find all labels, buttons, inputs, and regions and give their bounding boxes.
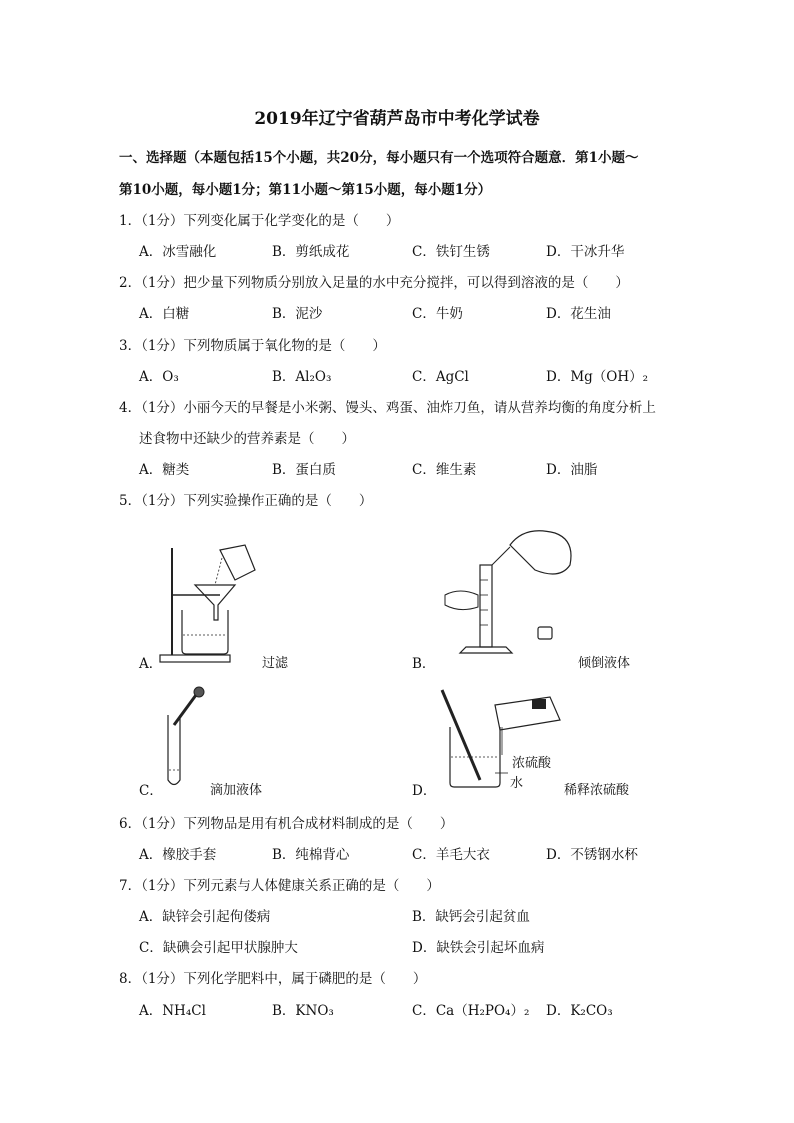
section-heading-line1: 一、选择题（本题包括15个小题，共20分，每小题只有一个选项符合题意．第1小题～ [119, 150, 639, 166]
q3-option-d[interactable]: D．Mg（OH）₂ [546, 369, 649, 385]
q5-option-b[interactable]: B． [412, 656, 436, 672]
q8-option-a[interactable]: A．NH₄Cl [139, 1003, 206, 1019]
q2-option-a[interactable]: A．白糖 [139, 306, 190, 322]
figure-label-dropping-liquid: 滴加液体 [210, 783, 263, 798]
question-5-stem: 5．（1分）下列实验操作正确的是（ ） [119, 493, 373, 509]
q2-option-b[interactable]: B．泥沙 [272, 306, 323, 322]
q7-option-b[interactable]: B．缺钙会引起贫血 [412, 909, 530, 925]
question-1-stem: 1．（1分）下列变化属于化学变化的是（ ） [119, 213, 400, 229]
page-title: 2019年辽宁省葫芦岛市中考化学试卷 [254, 109, 540, 129]
q4-option-c[interactable]: C．维生素 [412, 462, 477, 478]
pouring-liquid-illustration [440, 525, 580, 665]
q3-option-a[interactable]: A．O₃ [139, 369, 179, 385]
question-2-stem: 2．（1分）把少量下列物质分别放入足量的水中充分搅拌，可以得到溶液的是（ ） [119, 275, 629, 291]
filtration-apparatus-illustration [150, 540, 260, 665]
q5-option-d[interactable]: D． [412, 783, 437, 799]
q3-option-b[interactable]: B．Al₂O₃ [272, 369, 332, 385]
q5-option-c[interactable]: C． [139, 783, 163, 799]
question-6-stem: 6．（1分）下列物品是用有机合成材料制成的是（ ） [119, 816, 454, 832]
q6-option-a[interactable]: A．橡胶手套 [139, 847, 217, 863]
annotation-water: 水 [510, 776, 524, 791]
q8-option-c[interactable]: C．Ca（H₂PO₄）₂ [412, 1003, 530, 1019]
figure-label-filtration: 过滤 [262, 656, 289, 671]
figure-label-diluting-sulfuric-acid: 稀释浓硫酸 [564, 783, 630, 798]
question-3-stem: 3．（1分）下列物质属于氧化物的是（ ） [119, 338, 386, 354]
q1-option-d[interactable]: D．干冰升华 [546, 244, 625, 260]
q2-option-c[interactable]: C．牛奶 [412, 306, 463, 322]
q8-option-b[interactable]: B．KNO₃ [272, 1003, 334, 1019]
q6-option-d[interactable]: D．不锈钢水杯 [546, 847, 638, 863]
q1-option-c[interactable]: C．铁钉生锈 [412, 244, 490, 260]
q4-option-d[interactable]: D．油脂 [546, 462, 598, 478]
section-heading-line2: 第10小题，每小题1分；第11小题～第15小题，每小题1分） [119, 182, 492, 198]
diluting-sulfuric-acid-illustration [440, 685, 570, 795]
q7-option-d[interactable]: D．缺铁会引起坏血病 [412, 940, 545, 956]
annotation-concentrated-sulfuric-acid: 浓硫酸 [512, 756, 552, 771]
q4-option-a[interactable]: A．糖类 [139, 462, 190, 478]
q7-option-c[interactable]: C．缺碘会引起甲状腺肿大 [139, 940, 298, 956]
dropping-liquid-illustration [160, 685, 210, 795]
question-7-stem: 7．（1分）下列元素与人体健康关系正确的是（ ） [119, 878, 440, 894]
question-8-stem: 8．（1分）下列化学肥料中，属于磷肥的是（ ） [119, 971, 427, 987]
q6-option-c[interactable]: C．羊毛大衣 [412, 847, 490, 863]
q3-option-c[interactable]: C．AgCl [412, 369, 469, 385]
question-4-stem: 4．（1分）小丽今天的早餐是小米粥、馒头、鸡蛋、油炸刀鱼，请从营养均衡的角度分析上 [119, 400, 656, 416]
q4-option-b[interactable]: B．蛋白质 [272, 462, 336, 478]
q8-option-d[interactable]: D．K₂CO₃ [546, 1003, 613, 1019]
question-4-stem-continued: 述食物中还缺少的营养素是（ ） [139, 431, 355, 447]
figure-label-pouring-liquid: 倾倒液体 [578, 656, 631, 671]
q7-option-a[interactable]: A．缺锌会引起佝偻病 [139, 909, 271, 925]
q6-option-b[interactable]: B．纯棉背心 [272, 847, 350, 863]
q1-option-b[interactable]: B．剪纸成花 [272, 244, 350, 260]
q5-option-a[interactable]: A． [139, 656, 163, 672]
q2-option-d[interactable]: D．花生油 [546, 306, 611, 322]
q1-option-a[interactable]: A．冰雪融化 [139, 244, 217, 260]
